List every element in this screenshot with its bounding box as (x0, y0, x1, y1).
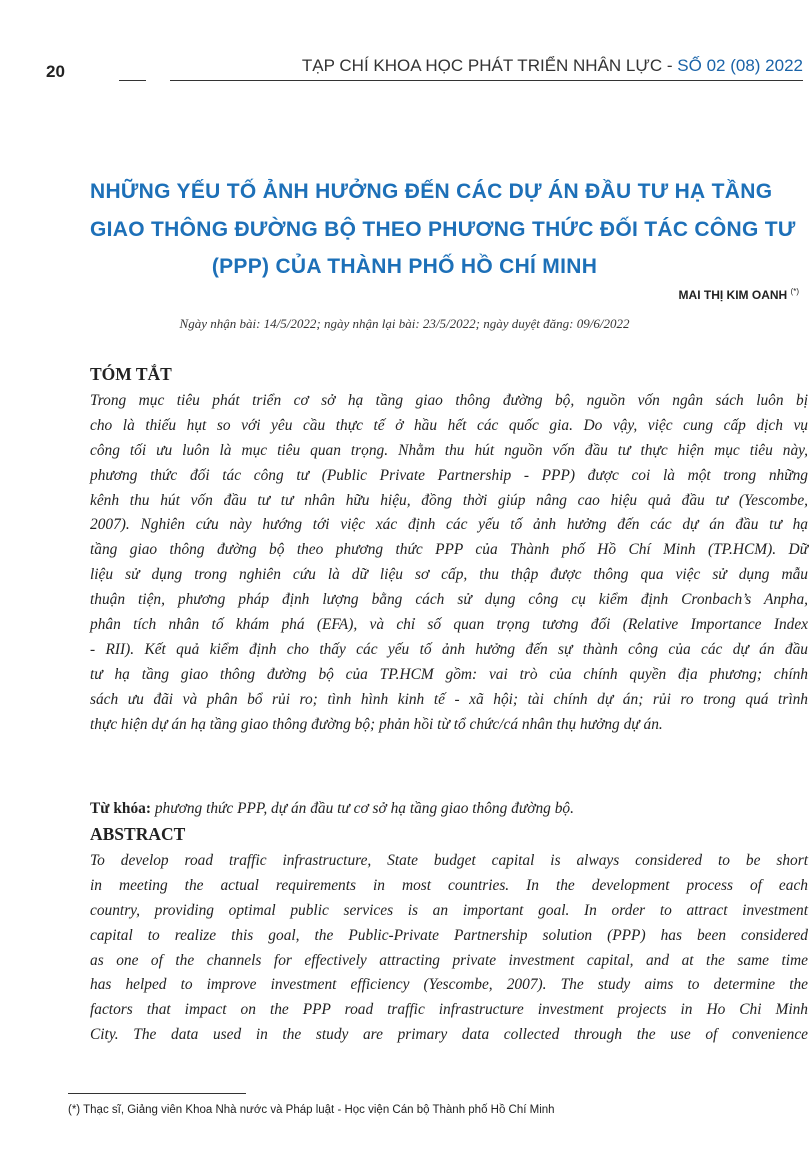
summary-line: Trong mục tiêu phát triển cơ sở hạ tầng giao thông đường bộ, nguồn vốn ngân sách luôn bị (90, 392, 808, 409)
author-footnote-mark: (*) (790, 287, 799, 296)
abstract-line: capital to realize this goal, the Public-Private Partnership solution (PPP) has been considered (90, 926, 808, 944)
submission-dates: Ngày nhận bài: 14/5/2022; ngày nhận lại bài: 23/5/2022; ngày duyệt đăng: 09/6/2022 (179, 316, 630, 331)
title-line: NHỮNG YẾU TỐ ẢNH HƯỞNG ĐẾN CÁC DỰ ÁN ĐẦU TƯ HẠ TẦNG (90, 180, 773, 203)
summary-line: công tối ưu luôn là mục tiêu quan trọng. Nhằm thu hút nguồn vốn đầu tư thực hiện mục tiêu này, (90, 441, 808, 459)
abstract-body (90, 849, 808, 1048)
title-line: (PPP) CỦA THÀNH PHỐ HỒ CHÍ MINH (211, 255, 598, 278)
page-number: 20 (46, 62, 65, 81)
abstract-line: as one of the channels for effectively attracting private investment capital, and at the same time (90, 951, 808, 969)
journal-name: TẠP CHÍ KHOA HỌC PHÁT TRIỂN NHÂN LỰC - (301, 56, 678, 75)
summary-line: phân tích nhân tố khám phá (EFA), và chỉ số quan trọng tương đối (Relative Importance Index (90, 616, 808, 634)
summary-line: tầng giao thông đường bộ theo phương thức PPP của Thành phố Hồ Chí Minh (TP.HCM). Dữ (90, 541, 808, 559)
abstract-line: City. The data used in the study are primary data collected through the use of convenience (90, 1026, 808, 1044)
abstract-line: factors that impact on the PPP road traffic infrastructure investment projects in Ho Chi Minh (90, 1001, 808, 1019)
footnote-rule (68, 1093, 246, 1094)
abstract-heading: ABSTRACT (90, 824, 186, 844)
abstract-line: To develop road traffic infrastructure, State budget capital is always considered to be short (90, 852, 808, 869)
article-title (90, 173, 796, 286)
author (679, 287, 799, 302)
header-rule-gap (146, 79, 170, 83)
abstract-line: has helped to improve investment efficiency (Yescombe, 2007). The study aims to determine the (90, 976, 808, 994)
keywords (90, 800, 574, 818)
journal-issue: SỐ 02 (08) 2022 (677, 56, 803, 75)
summary-line: - RII). Kết quả kiểm định cho thấy các yếu tố ảnh hưởng đến sự thành công của các dự án đầu (90, 640, 808, 658)
summary-line: 2007). Nghiên cứu này hướng tới việc xác định các yếu tố ảnh hưởng đến các dự án đầu tư hạ (90, 516, 808, 534)
abstract-line: country, providing optimal public services is an important goal. In order to attract investment (90, 901, 808, 919)
title-line: GIAO THÔNG ĐƯỜNG BỘ THEO PHƯƠNG THỨC ĐỐI TÁC CÔNG TƯ (90, 217, 796, 241)
summary-line: thuận tiện, phương pháp định lượng bằng cách sử dụng công cụ kiểm định Cronbach’s Anpha, (90, 591, 808, 609)
summary-line: tư hạ tầng giao thông đường bộ của TP.HCM gồm: vai trò của chính quyền địa phương; chính (90, 665, 808, 683)
summary-line: sách ưu đãi và phân bổ rủi ro; tình hình kinh tế - xã hội; tài chính dự án; rủi ro trong quá trình (90, 690, 808, 708)
keywords-text: phương thức PPP, dự án đầu tư cơ sở hạ tầng giao thông đường bộ. (150, 800, 574, 817)
summary-line: liệu sử dụng trong nghiên cứu là dữ liệu sơ cấp, thu thập được thông qua việc sử dụng mẫu (90, 566, 808, 584)
summary-line: thực hiện dự án hạ tầng giao thông đường bộ; phản hồi từ tổ chức/cá nhân thụ hưởng dự án. (90, 715, 663, 733)
author-name: MAI THỊ KIM OANH (678, 288, 788, 302)
running-header (46, 56, 803, 84)
summary-line: cho là thiếu hụt so với yêu cầu thực tế ở hầu hết các quốc gia. Do vậy, việc cung cấp dịch vụ (90, 416, 808, 434)
header-rule (119, 80, 803, 81)
abstract-line: in meeting the actual requirements in most countries. In the development process of each (90, 876, 808, 894)
journal-title (302, 56, 803, 76)
keywords-label: Từ khóa: (90, 800, 151, 817)
summary-heading: TÓM TẮT (90, 364, 172, 384)
summary-body (90, 389, 808, 737)
summary-line: phương thức đối tác công tư (Public Private Partnership - PPP) được coi là một trong những (90, 466, 808, 484)
footnote: (*) Thạc sĩ, Giảng viên Khoa Nhà nước và Pháp luật - Học viện Cán bộ Thành phố Hồ Chí Minh (68, 1104, 555, 1116)
summary-line: kênh thu hút vốn đầu tư tư nhân hữu hiệu, đồng thời giúp nâng cao hiệu quả đầu tư (Yescombe, (90, 491, 808, 509)
